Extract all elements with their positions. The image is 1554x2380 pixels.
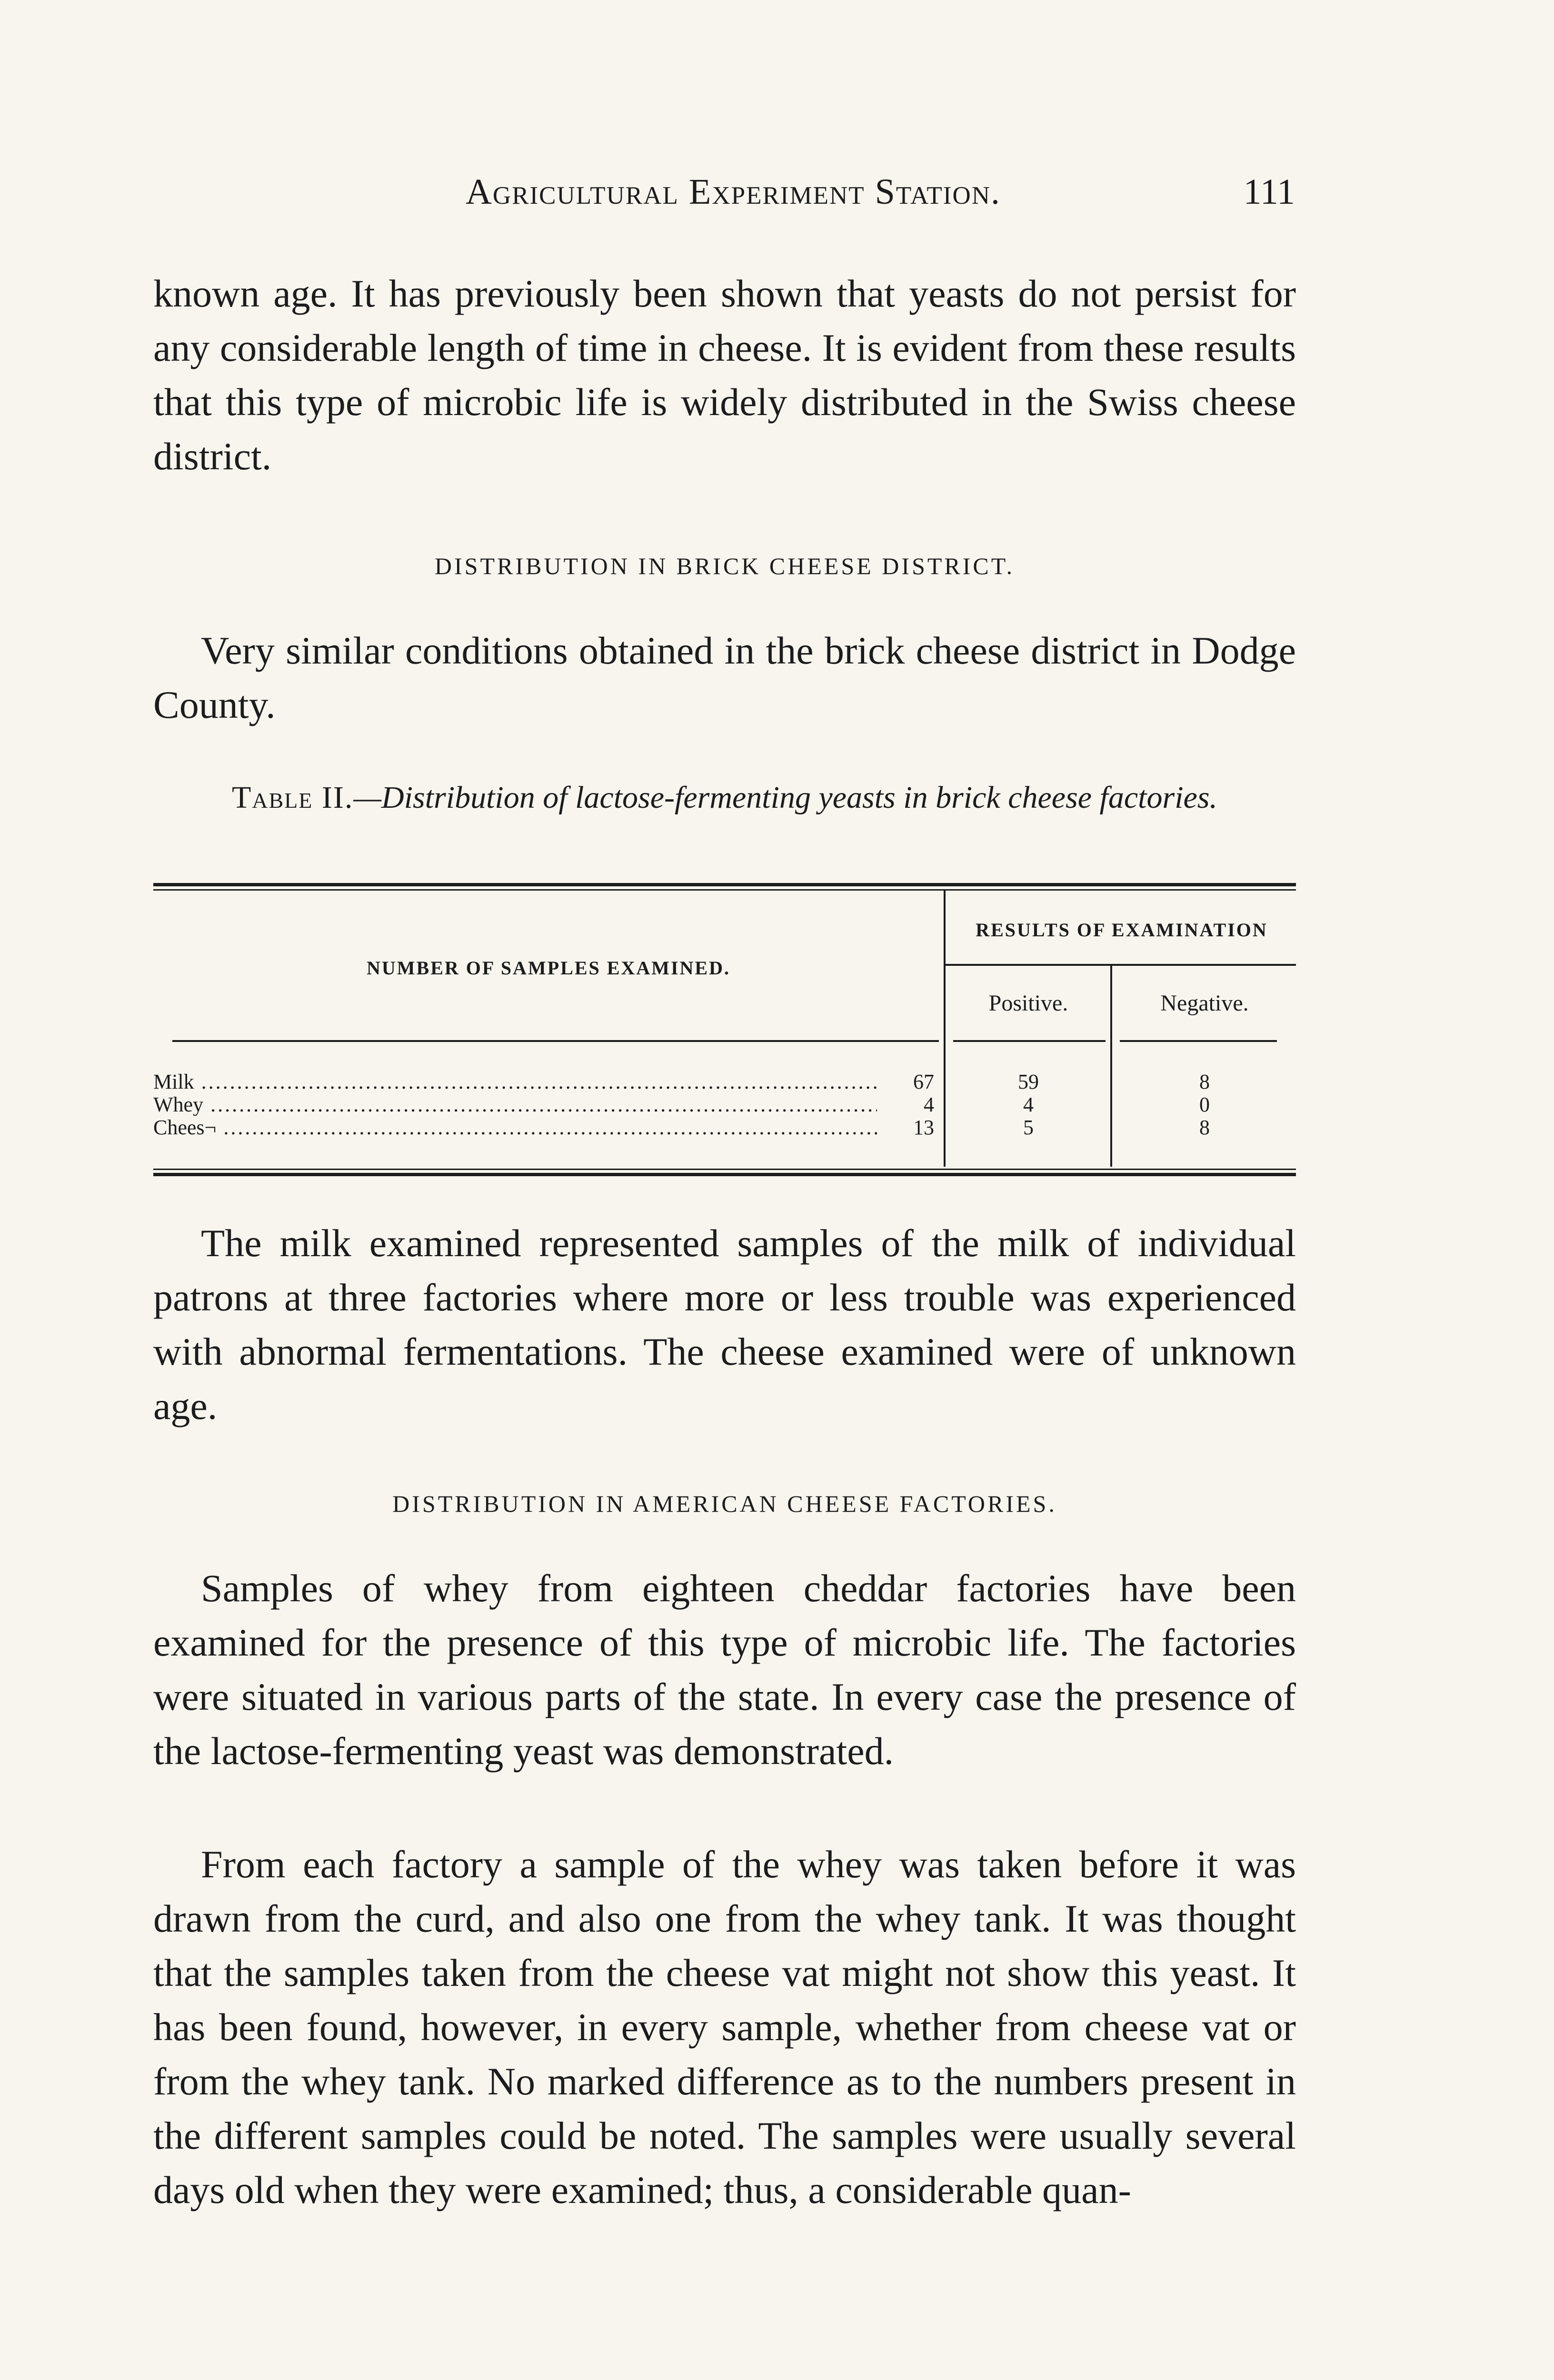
- table-row: [153, 1117, 1296, 1139]
- row-total: 67: [913, 1070, 934, 1093]
- table-row: [153, 1094, 1296, 1116]
- table-bottom-rule-thin: [153, 1169, 1296, 1170]
- row-positive: 4: [1023, 1093, 1034, 1116]
- row-total: 13: [913, 1116, 934, 1139]
- table-caption: [153, 776, 1296, 820]
- table-top-rule-thin: [153, 889, 1296, 891]
- paragraph-whey-samples: [153, 1561, 1296, 1778]
- results-table: [153, 883, 1296, 1183]
- paragraph-swiss-conclusion: [153, 267, 1296, 484]
- row-negative: 0: [1199, 1093, 1210, 1116]
- table-top-rule: [153, 883, 1296, 886]
- row-positive: 59: [1018, 1070, 1039, 1093]
- header-number-of-samples: NUMBER OF SAMPLES EXAMINED.: [367, 957, 730, 979]
- heading-brick-cheese-district: DISTRIBUTION IN BRICK CHEESE DISTRICT.: [434, 553, 1015, 579]
- table-bottom-rule: [153, 1173, 1296, 1176]
- row-negative: 8: [1199, 1070, 1210, 1093]
- row-positive: 5: [1023, 1116, 1034, 1139]
- page-number: 111: [1243, 172, 1295, 212]
- paragraph-brick-conditions: [153, 624, 1296, 732]
- positive-header-rule: [953, 1040, 1106, 1042]
- table-caption-text: —Distribution of lactose-fermenting yeasts in brick cheese factories.: [353, 780, 1218, 815]
- running-title: Agricultural Experiment Station.: [465, 172, 1001, 212]
- paragraph-text: Samples of whey from eighteen cheddar factories have been examined for the presence of this type of microbic life. The factories were situated in various parts of the state. In every case the presence of the lactose-fermenting yeast was demonstrated.: [153, 1567, 1296, 1773]
- heading-american-cheese-factories: DISTRIBUTION IN AMERICAN CHEESE FACTORIES.: [392, 1490, 1057, 1517]
- running-header: [152, 171, 1295, 224]
- header-positive: Positive.: [988, 991, 1068, 1016]
- paragraph-factory-sampling: [153, 1837, 1296, 2217]
- samples-header-rule: [172, 1040, 939, 1042]
- table-caption-label: Table II.: [231, 780, 354, 815]
- negative-header-rule: [1120, 1040, 1277, 1042]
- paragraph-text: known age. It has previously been shown that yeasts do not persist for any considerable length of time in cheese. It is evident from these results that this type of microbic life is widely distributed in the Swiss cheese district.: [153, 272, 1296, 478]
- table-row: [153, 1071, 1296, 1093]
- row-negative: 8: [1199, 1116, 1210, 1139]
- paragraph-milk-examined: [153, 1216, 1296, 1433]
- row-label: Chees¬ .....: [153, 1117, 877, 1139]
- paragraph-text: The milk examined represented samples of the milk of individual patrons at three factories where more or less trouble was experienced with abnormal fermentations. The cheese examined were of unknown age.: [153, 1221, 1296, 1428]
- row-total: 4: [924, 1093, 934, 1116]
- row-label: Milk .....: [153, 1071, 877, 1093]
- paragraph-text: From each factory a sample of the whey was taken before it was drawn from the curd, and also one from the whey tank. It was thought that the samples taken from the cheese vat might not show this yeast. It has been found, however, in every sample, whether from cheese vat or from the whey tank. No marked difference as to the numbers present in the different samples could be noted. The samples were usually several days old when they were examined; thus, a considerable quan-: [153, 1843, 1296, 2211]
- header-negative: Negative.: [1160, 991, 1249, 1016]
- row-label: Whey .....: [153, 1094, 877, 1116]
- paragraph-text: Very similar conditions obtained in the brick cheese district in Dodge County.: [153, 629, 1296, 726]
- header-results-of-examination: RESULTS OF EXAMINATION: [976, 919, 1268, 941]
- results-header-rule: [946, 964, 1296, 966]
